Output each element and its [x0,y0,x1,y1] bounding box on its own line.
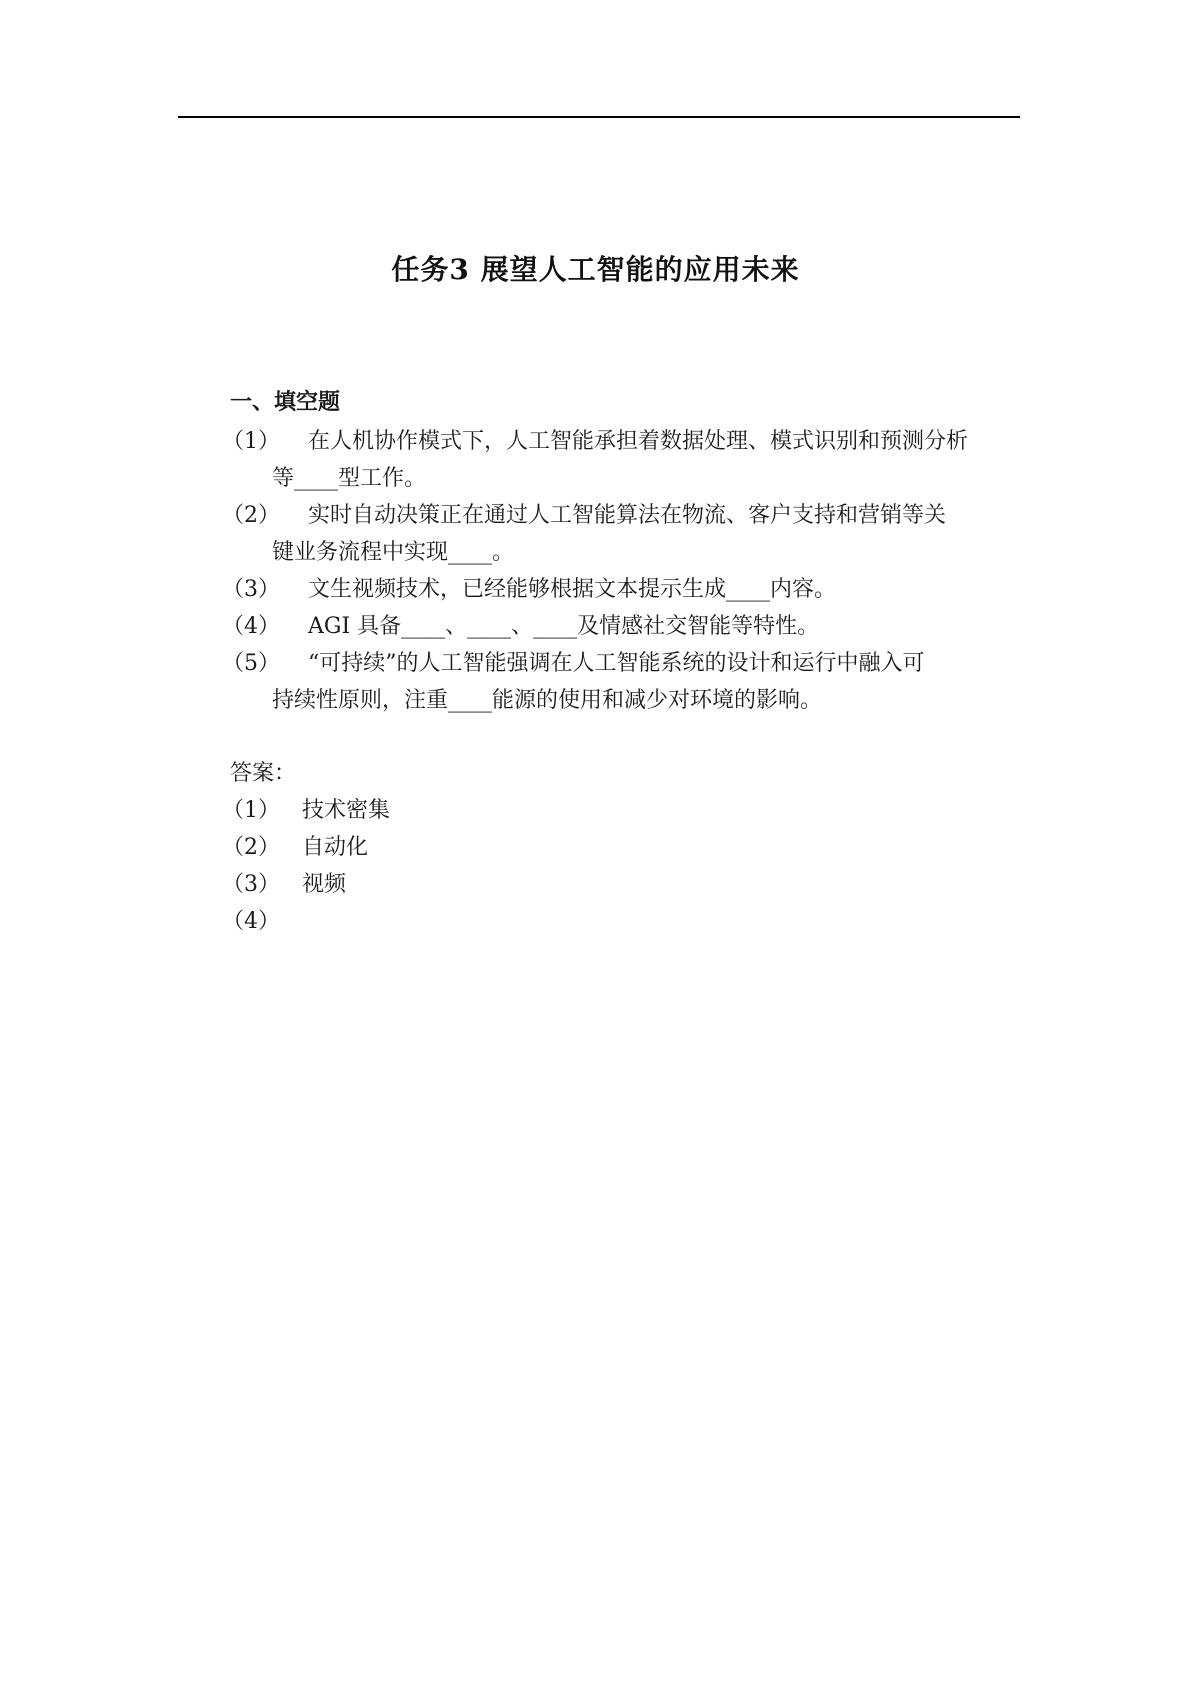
question-5 [222,645,1020,719]
document-body [222,384,1020,940]
answer-3 [222,866,1020,903]
answer-text: 自动化 [302,835,369,860]
question-2 [222,497,1020,571]
question-number: （2） [222,503,280,528]
section-heading: 一、填空题 [230,389,341,415]
question-text: AGI 具备____、____、____及情感社交智能等特性。 [308,614,820,639]
question-text-continued: 等____型工作。 [272,466,427,491]
question-text: 实时自动决策正在通过人工智能算法在物流、客户支持和营销等关 [308,503,947,528]
answer-4 [222,903,1020,940]
answer-text: 视频 [302,872,347,897]
question-text: 文生视频技术，已经能够根据文本提示生成____内容。 [308,577,837,602]
question-3 [222,571,1020,608]
question-text: “可持续”的人工智能强调在人工智能系统的设计和运行中融入可 [308,651,925,676]
question-number: （4） [222,614,280,639]
answers-label: 答案： [230,761,297,786]
question-number: （1） [222,429,280,454]
answer-number: （3） [222,872,280,897]
question-1 [222,423,1020,497]
answer-1 [222,792,1020,829]
answer-number: （2） [222,835,280,860]
answer-2 [222,829,1020,866]
answer-number: （4） [222,909,280,934]
question-number: （5） [222,651,280,676]
answer-text: 技术密集 [302,798,391,823]
question-4 [222,608,1020,645]
question-number: （3） [222,577,280,602]
answer-number: （1） [222,798,280,823]
question-text-continued: 键业务流程中实现____。 [272,540,515,565]
question-text-continued: 持续性原则，注重____能源的使用和减少对环境的影响。 [272,688,823,713]
question-text: 在人机协作模式下，人工智能承担着数据处理、模式识别和预测分析 [308,429,969,454]
header-rule [178,116,1020,118]
page-title: 任务3 展望人工智能的应用未来 [391,253,800,286]
